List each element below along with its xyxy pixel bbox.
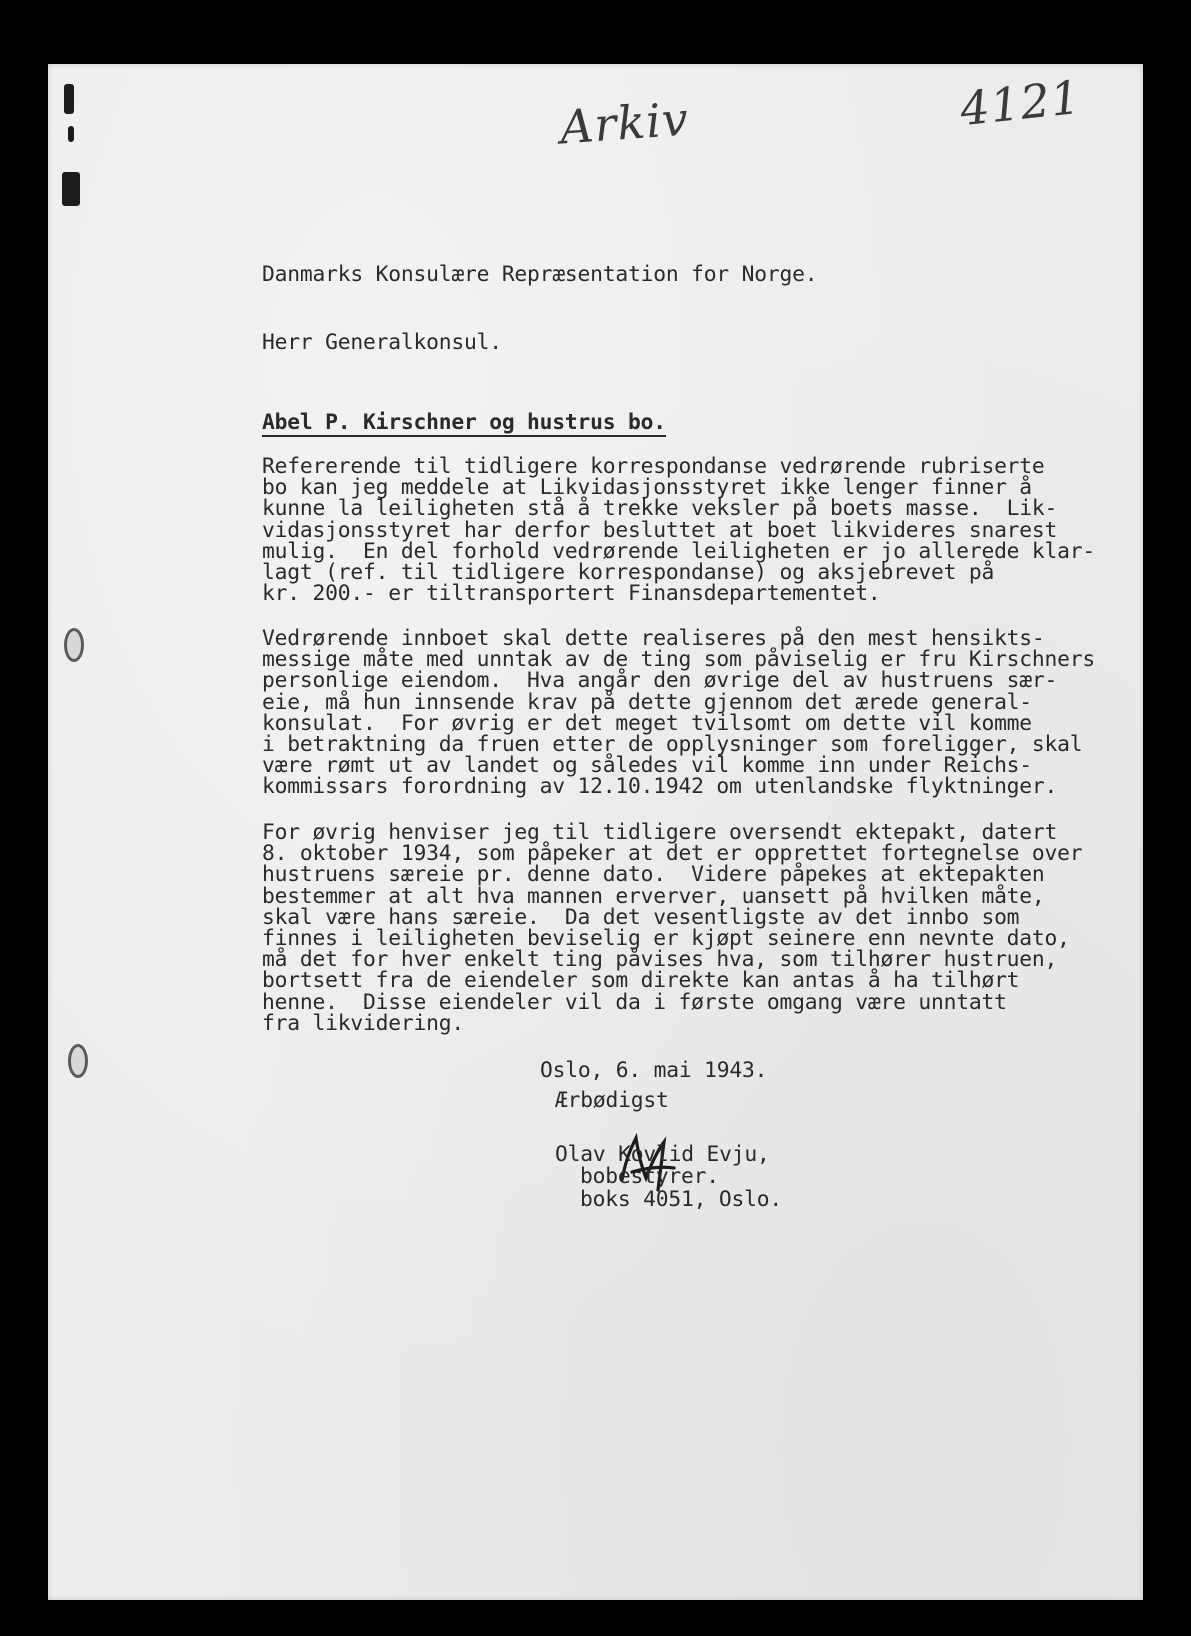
letter-paragraph-1: Refererende til tidligere korrespondanse vedrørende rubriserte bo kan jeg meddele at Likvidasjonsstyret ikke lenger finner å kunne la leiligheten stå å trekke veksler på boets masse. Lik- vidasjonsstyret har derfor besluttet at boet likvideres snarest mulig. En del forhold vedrørende leiligheten er jo allerede klar- lagt (ref. til tidligere korrespondanse) og aksjebrevet på kr. 200.- er tiltransportert Finansdepartementet. bbox=[262, 454, 1096, 607]
letter-subject: Abel P. Kirschner og hustrus bo. bbox=[262, 412, 666, 437]
punch-hole-lower bbox=[68, 1044, 88, 1078]
letter-paragraph-2: Vedrørende innboet skal dette realiseres på den mest hensikts- messige måte med unntak av de ting som påviselig er fru Kirschners personlige eiendom. Hva angår den øvrige del av hustruens sær- eie, må hun innsende krav på dette gjennom det ærede general- konsulat. For øvrig er det meget tvilsomt om dette vil komme i betraktning da fruen etter de opplysninger som foreligger, skal være rømt ut av landet og således vil komme inn under Reichs- kommissars forordning av 12.10.1942 om utenlandske flyktninger. bbox=[262, 626, 1096, 800]
binding-mark-top bbox=[64, 84, 74, 114]
binding-mark-middle bbox=[68, 126, 74, 142]
letter-signer-title: bobestyrer. bbox=[580, 1164, 719, 1189]
letter-paragraph-3: For øvrig henviser jeg til tidligere oversendt ektepakt, datert 8. oktober 1934, som påpeker at det er opprettet fortegnelse over hustruens særeie pr. denne dato. Videre påpekes at ektepakten bestemmer at alt hva mannen erverver, uansett på hvilken måte, skal være hans særeie. Da det vesentligste av det innbo som finnes i leiligheten beviselig er kjøpt seinere enn nevnte dato, må det for hver enkelt ting påvises hva, som tilhører hustruen, bortsett fra de eiendeler som direkte kan antas å ha tilhørt henne. Disse eiendeler vil da i første omgang være unntatt fra likvidering. bbox=[262, 820, 1083, 1036]
letter-recipient: Danmarks Konsulære Repræsentation for Norge. bbox=[262, 262, 818, 287]
handwritten-archive-note: Arkiv bbox=[558, 91, 691, 155]
letter-closing: Ærbødigst bbox=[555, 1088, 669, 1113]
letter-place-date: Oslo, 6. mai 1943. bbox=[540, 1058, 768, 1083]
letter-signer-name: Olav Kovlid Evju, bbox=[555, 1142, 770, 1167]
binding-mark-bottom bbox=[62, 172, 80, 206]
punch-hole-upper bbox=[64, 628, 84, 662]
handwritten-reference-number: 4121 bbox=[957, 69, 1084, 137]
letter-salutation: Herr Generalkonsul. bbox=[262, 330, 502, 355]
letter-signer-address: boks 4051, Oslo. bbox=[580, 1187, 782, 1212]
